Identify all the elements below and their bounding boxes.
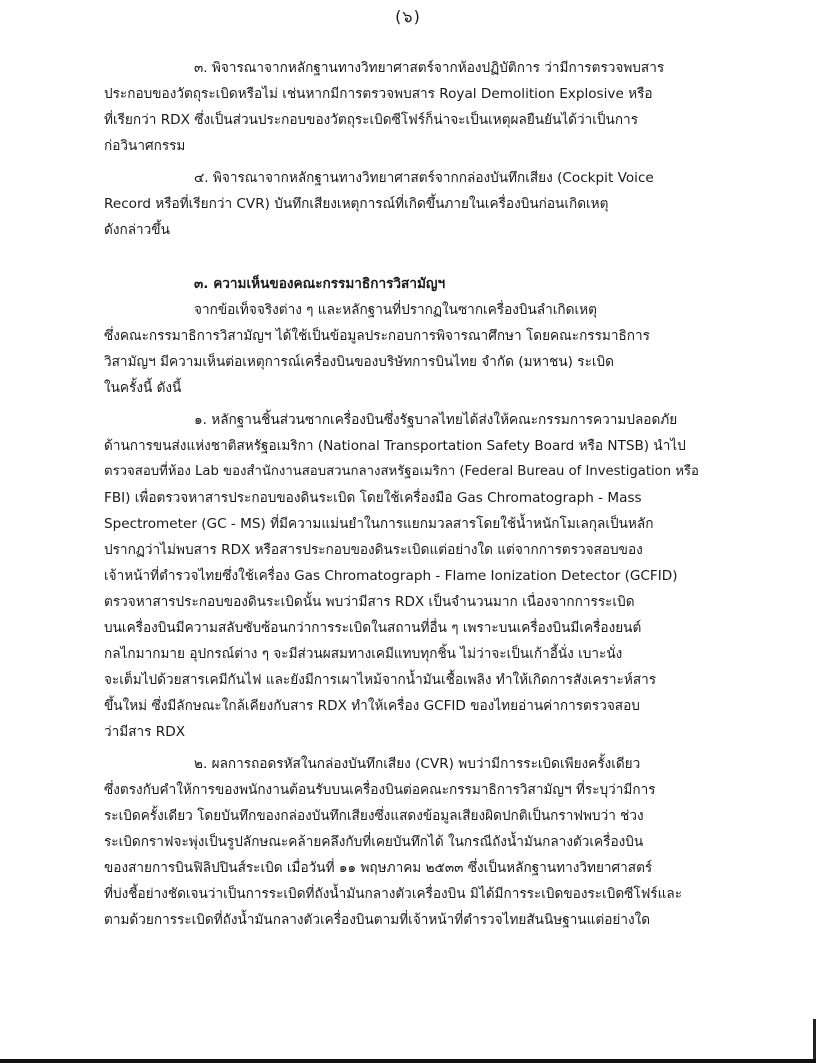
point1-line-4: FBI) เพื่อตรวจหาสารประกอบของดินระเบิด โดยใช้เครื่องมือ Gas Chromatograph - Mass: [104, 490, 642, 506]
point1-line-7: เจ้าหน้าที่ตำรวจไทยซึ่งใช้เครื่อง Gas Chromatograph - Flame Ionization Detector (GCFID): [104, 568, 678, 584]
point2-line-7: ตามด้วยการระเบิดที่ถังน้ำมันกลางตัวเครื่องบินตามที่เจ้าหน้าที่ตำรวจไทยสันนิษฐานแต่อย่างใด: [104, 912, 651, 928]
point1-line-1: ๑. หลักฐานชิ้นส่วนซากเครื่องบินซึ่งรัฐบาลไทยได้ส่งให้คณะกรรมการความปลอดภัย: [194, 412, 678, 428]
point1-line-8: ตรวจหาสารประกอบของดินระเบิดนั้น พบว่ามีสาร RDX เป็นจำนวนมาก เนื่องจากการระเบิด: [104, 594, 635, 610]
para3-line-4: ก่อวินาศกรรม: [104, 138, 186, 154]
point2-line-2: ซึ่งตรงกับคำให้การของพนักงานต้อนรับบนเครื่องบินต่อคณะกรรมาธิการวิสามัญฯ ที่ระบุว่ามีการ: [104, 782, 656, 798]
intro-line-1: จากข้อเท็จจริงต่าง ๆ และหลักฐานที่ปรากฏในซากเครื่องบินลำเกิดเหตุ: [194, 302, 597, 318]
para3-line-3: ที่เรียกว่า RDX ซึ่งเป็นส่วนประกอบของวัตถุระเบิดซีโฟร์ก็น่าจะเป็นเหตุผลยืนยันได้ว่าเป็นการ: [104, 112, 638, 128]
point1-line-2: ด้านการขนส่งแห่งชาติสหรัฐอเมริกา (National Transportation Safety Board หรือ NTSB) นำไป: [104, 438, 686, 454]
page-number: (๖): [395, 7, 421, 26]
para4-line-2: Record หรือที่เรียกว่า CVR) บันทึกเสียงเหตุการณ์ที่เกิดขึ้นภายในเครื่องบินก่อนเกิดเหตุ: [104, 196, 609, 212]
point2-line-1: ๒. ผลการถอดรหัสในกล่องบันทึกเสียง (CVR) พบว่ามีการระเบิดเพียงครั้งเดียว: [194, 756, 641, 772]
intro-line-3: วิสามัญฯ มีความเห็นต่อเหตุการณ์เครื่องบินของบริษัทการบินไทย จำกัด (มหาชน) ระเบิด: [104, 354, 615, 370]
section-heading: ๓. ความเห็นของคณะกรรมาธิการวิสามัญฯ: [194, 276, 446, 292]
point1-line-12: ขึ้นใหม่ ซึ่งมีลักษณะใกล้เคียงกับสาร RDX ทำให้เครื่อง GCFID ของไทยอ่านค่าการตรวจสอบ: [104, 698, 640, 714]
intro-line-4: ในครั้งนี้ ดังนี้: [104, 380, 182, 396]
point1-line-11: จะเต็มไปด้วยสารเคมีกันไฟ และยังมีการเผาไหม้จากน้ำมันเชื้อเพลิง ทำให้เกิดการสังเคราะห์สาร: [104, 672, 657, 688]
scan-bottom-border: [0, 1059, 816, 1063]
intro-line-2: ซึ่งคณะกรรมาธิการวิสามัญฯ ได้ใช้เป็นข้อมูลประกอบการพิจารณาศึกษา โดยคณะกรรมาธิการ: [104, 328, 650, 344]
para4-line-3: ดังกล่าวขึ้น: [104, 222, 170, 238]
para3-line-2: ประกอบของวัตถุระเบิดหรือไม่ เช่นหากมีการตรวจพบสาร Royal Demolition Explosive หรือ: [104, 86, 653, 102]
point1-line-6: ปรากฏว่าไม่พบสาร RDX หรือสารประกอบของดินระเบิดแต่อย่างใด แต่จากการตรวจสอบของ: [104, 542, 643, 558]
point2-line-3: ระเบิดครั้งเดียว โดยบันทึกของกล่องบันทึกเสียงซึ่งแสดงข้อมูลเสียงผิดปกติเป็นกราฟพบว่า ช่วง: [104, 808, 644, 824]
point1-line-13: ว่ามีสาร RDX: [104, 724, 186, 740]
point1-line-10: กลไกมากมาย อุปกรณ์ต่าง ๆ จะมีส่วนผสมทางเคมีแทบทุกชิ้น ไม่ว่าจะเป็นเก้าอี้นั่ง เบาะนั่ง: [104, 646, 623, 662]
point1-line-5: Spectrometer (GC - MS) ที่มีความแม่นยำในการแยกมวลสารโดยใช้น้ำหนักโมเลกุลเป็นหลัก: [104, 516, 654, 532]
point1-line-9: บนเครื่องบินมีความสลับซับซ้อนกว่าการระเบิดในสถานที่อื่น ๆ เพราะบนเครื่องบินมีเครื่องยนต์: [104, 620, 642, 636]
point1-line-3: ตรวจสอบที่ห้อง Lab ของสำนักงานสอบสวนกลางสหรัฐอเมริกา (Federal Bureau of Investigation หรือ: [104, 464, 699, 479]
para3-line-1: ๓. พิจารณาจากหลักฐานทางวิทยาศาสตร์จากห้องปฏิบัติการ ว่ามีการตรวจพบสาร: [194, 60, 665, 76]
point2-line-6: ที่บ่งชี้อย่างชัดเจนว่าเป็นการระเบิดที่ถังน้ำมันกลางตัวเครื่องบิน มิได้มีการระเบิดของระเบิดซีโฟร์และ: [104, 886, 683, 902]
para4-line-1: ๔. พิจารณาจากหลักฐานทางวิทยาศาสตร์จากกล่องบันทึกเสียง (Cockpit Voice: [194, 170, 654, 186]
point2-line-5: ของสายการบินฟิลิปปินส์ระเบิด เมื่อวันที่ ๑๑ พฤษภาคม ๒๕๓๓ ซึ่งเป็นหลักฐานทางวิทยาศาสตร์: [104, 860, 653, 876]
point2-line-4: ระเบิดกราฟจะพุ่งเป็นรูปลักษณะคล้ายคลึงกับที่เคยบันทึกได้ ในกรณีถังน้ำมันกลางตัวเครื่องบิน: [104, 834, 644, 850]
